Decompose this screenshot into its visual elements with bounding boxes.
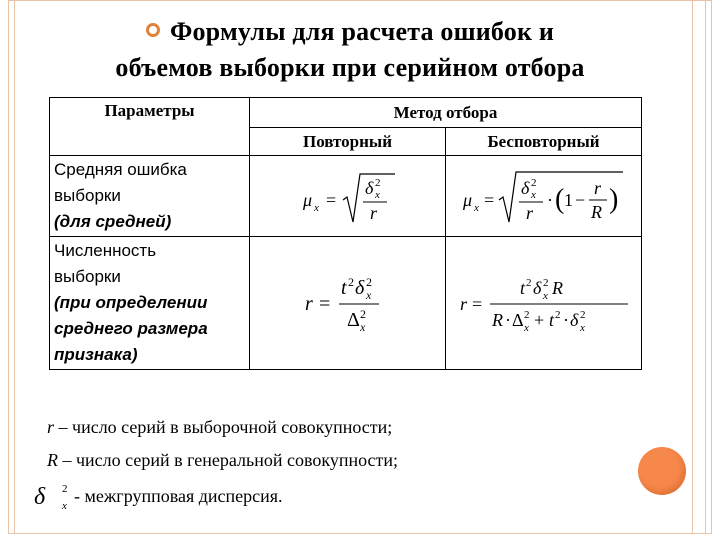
svg-text:2: 2	[365, 275, 372, 289]
note-r	[47, 416, 392, 438]
svg-text:=: =	[471, 294, 482, 314]
header-method: Метод отбора	[250, 98, 642, 128]
param-text: Численность	[54, 241, 157, 260]
title-line-1	[0, 14, 700, 50]
formula-repeat-error	[250, 156, 446, 237]
svg-text:μ: μ	[462, 190, 472, 210]
svg-text:μ: μ	[302, 190, 312, 210]
param-italic-text: признака)	[54, 345, 138, 364]
svg-text:R: R	[491, 310, 503, 330]
delta-squared-icon	[32, 482, 74, 512]
formula-mu-norepeat	[459, 164, 629, 228]
svg-text:δ: δ	[532, 278, 541, 298]
svg-text:2: 2	[554, 309, 560, 321]
svg-text:1: 1	[563, 190, 573, 210]
formula-mu-repeat	[283, 164, 413, 228]
svg-text:r: r	[593, 178, 601, 198]
svg-text:2: 2	[523, 309, 529, 321]
param-italic-text: (для средней)	[54, 212, 172, 231]
svg-text:x: x	[313, 202, 319, 214]
note-delta	[32, 482, 283, 512]
svg-text:=: =	[483, 190, 494, 210]
svg-text:·: ·	[546, 190, 553, 210]
svg-text:t: t	[548, 310, 554, 330]
note-R	[47, 449, 398, 471]
svg-text:=: =	[325, 190, 336, 210]
svg-text:x: x	[523, 322, 529, 334]
note-r-symbol: r	[47, 417, 55, 437]
svg-text:r: r	[459, 294, 467, 314]
formula-r-norepeat	[456, 268, 632, 338]
svg-text:2: 2	[579, 309, 585, 321]
svg-text:2: 2	[542, 277, 548, 289]
svg-text:Δ: Δ	[511, 310, 524, 330]
svg-text:2: 2	[374, 177, 380, 189]
svg-text:δ: δ	[34, 484, 46, 510]
svg-text:R: R	[590, 202, 602, 222]
table-row	[50, 237, 642, 370]
svg-text:t: t	[519, 278, 525, 298]
svg-text:Δ: Δ	[346, 309, 360, 331]
svg-text:x: x	[579, 322, 585, 334]
svg-text:2: 2	[530, 177, 536, 189]
svg-text:+: +	[533, 310, 544, 330]
svg-text:=: =	[318, 293, 330, 315]
header-params: Параметры	[50, 98, 250, 156]
param-cell-size	[50, 237, 250, 370]
svg-text:x: x	[62, 500, 67, 512]
svg-text:2: 2	[525, 277, 531, 289]
svg-text:−: −	[574, 190, 585, 210]
svg-text:): )	[608, 184, 618, 215]
svg-text:x: x	[542, 290, 548, 302]
svg-text:δ: δ	[520, 178, 529, 198]
svg-text:t: t	[340, 277, 347, 299]
param-text: выборки	[54, 186, 121, 205]
orange-circle-decoration	[638, 447, 686, 495]
param-text: выборки	[54, 267, 121, 286]
slide-title	[0, 14, 700, 86]
title-text-1: Формулы для расчета ошибок и	[169, 17, 555, 46]
formula-table	[49, 97, 642, 370]
svg-text:x: x	[359, 320, 365, 334]
svg-text:x: x	[374, 189, 380, 201]
svg-text:2: 2	[62, 483, 68, 495]
svg-text:2: 2	[359, 307, 366, 321]
param-text: Средняя ошибка	[54, 160, 187, 179]
svg-text:x: x	[365, 288, 371, 302]
svg-text:·: ·	[562, 310, 569, 330]
header-repeat: Повторный	[250, 128, 446, 156]
param-italic-text: среднего размера	[54, 319, 208, 338]
note-R-symbol: R	[47, 450, 58, 470]
svg-text:R: R	[551, 278, 563, 298]
title-line-2: объемов выборки при серийном отбора	[115, 53, 585, 82]
svg-text:δ: δ	[364, 178, 373, 198]
bullet-ring-icon	[146, 23, 160, 37]
svg-text:r: r	[304, 293, 313, 315]
param-italic-text: (при определении	[54, 293, 208, 312]
svg-text:·: ·	[504, 310, 511, 330]
svg-text:δ: δ	[354, 277, 364, 299]
formula-repeat-size	[250, 237, 446, 370]
note-r-text: – число серий в выборочной совокупности;	[54, 417, 393, 437]
svg-text:x: x	[473, 202, 479, 214]
param-cell-error	[50, 156, 250, 237]
header-norepeat: Бесповторный	[446, 128, 642, 156]
svg-text:δ: δ	[569, 310, 578, 330]
formula-norepeat-size	[446, 237, 642, 370]
note-R-text: – число серий в генеральной совокупности;	[58, 450, 399, 470]
svg-text:x: x	[530, 189, 536, 201]
formula-r-repeat	[283, 268, 413, 338]
svg-text:r: r	[525, 203, 533, 223]
table-row	[50, 156, 642, 237]
svg-text:2: 2	[347, 275, 354, 289]
svg-text:(: (	[554, 184, 564, 215]
svg-text:r: r	[369, 203, 377, 223]
formula-norepeat-error	[446, 156, 642, 237]
note-delta-text: - межгрупповая дисперсия.	[74, 486, 283, 506]
